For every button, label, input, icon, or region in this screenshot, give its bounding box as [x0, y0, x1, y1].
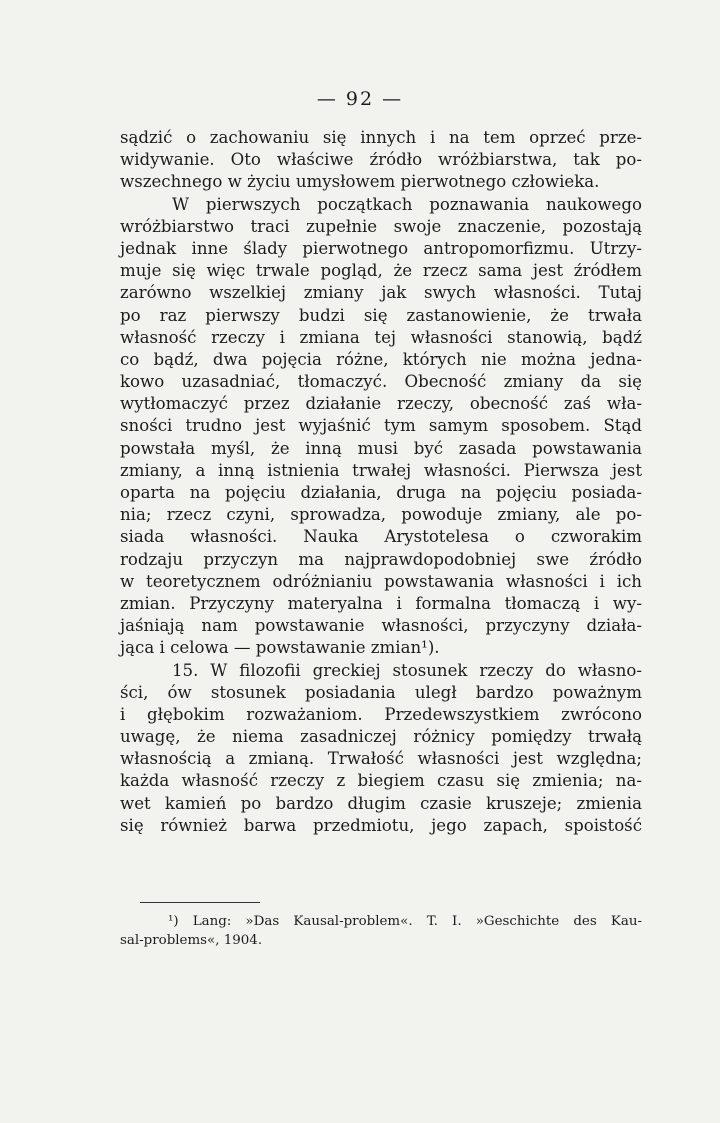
text-line: widywanie. Oto właściwe źródło wróżbiarstwa, tak po- [120, 150, 642, 170]
text-line: wytłomaczyć przez działanie rzeczy, obecność zaś wła- [120, 394, 642, 414]
text-line: siada własności. Nauka Arystotelesa o czworakim [120, 527, 642, 547]
text-line: ści, ów stosunek posiadania uległ bardzo poważnym [120, 682, 642, 702]
page-number: — 92 — [316, 88, 404, 110]
text-line: rodzaju przyczyn ma najprawdopodobniej swe źródło [120, 549, 642, 569]
text-line: co bądź, dwa pojęcia różne, których nie można jedna- [120, 349, 642, 369]
footnote-line: ¹) Lang: »Das Kausal-problem«. T. I. »Geschichte des Kau- [168, 914, 642, 929]
text-line: po raz pierwszy budzi się zastanowienie, że trwała [120, 305, 642, 325]
paragraph-start-line: W pierwszych początkach poznawania naukowego [172, 194, 642, 214]
text-line: i głębokim rozważaniom. Przedewszystkiem zwrócono [120, 704, 642, 724]
text-line: się również barwa przedmiotu, jego zapach, spoistość [120, 815, 642, 835]
text-line: oparta na pojęciu działania, druga na pojęciu posiada- [120, 483, 642, 502]
footnote-line: sal-problems«, 1904. [120, 933, 263, 948]
text-line: nia; rzecz czyni, sprowadza, powoduje zmiany, ale po- [120, 505, 642, 525]
text-line: wszechnego w życiu umysłowem pierwotnego człowieka. [120, 172, 600, 192]
text-line: każda własność rzeczy z biegiem czasu się zmienia; na- [120, 771, 642, 791]
text-line: zmian. Przyczyny materyalna i formalna tłomaczą i wy- [120, 593, 642, 613]
text-line: własnością a zmianą. Trwałość własności jest względna; [120, 749, 642, 769]
text-line: powstała myśl, że inną musi być zasada powstawania [120, 438, 642, 458]
text-line: kowo uzasadniać, tłomaczyć. Obecność zmiany da się [120, 372, 642, 392]
text-line: jaśniają nam powstawanie własności, przyczyny działa- [120, 616, 642, 636]
text-line: własność rzeczy i zmiana tej własności stanowią, bądź [120, 327, 642, 347]
body-text [120, 127, 642, 837]
paragraph-start-line: 15. W filozofii greckiej stosunek rzeczy do własno- [172, 660, 642, 680]
text-line: uwagę, że niema zasadniczej różnicy pomiędzy trwałą [120, 727, 642, 747]
text-line: wet kamień po bardzo długim czasie kruszeje; zmienia [120, 793, 642, 813]
text-line: wróżbiarstwo traci zupełnie swoje znaczenie, pozostają [120, 216, 642, 236]
text-line: muje się więc trwale pogląd, że rzecz sama jest źródłem [120, 261, 642, 281]
text-line: jąca i celowa — powstawanie zmian¹). [120, 638, 440, 658]
text-line: zmiany, a inną istnienia trwałej własności. Pierwsza jest [120, 460, 642, 480]
text-line: sności trudno jest wyjaśnić tym samym sposobem. Stąd [120, 416, 642, 436]
footnote [120, 912, 642, 950]
footnote-divider [140, 902, 260, 903]
text-line: w teoretycznem odróżnianiu powstawania własności i ich [120, 571, 642, 591]
text-line: jednak inne ślady pierwotnego antropomorfizmu. Utrzy- [120, 238, 642, 258]
text-line: zarówno wszelkiej zmiany jak swych własności. Tutaj [120, 283, 642, 303]
text-line: sądzić o zachowaniu się innych i na tem oprzeć prze- [120, 128, 642, 147]
